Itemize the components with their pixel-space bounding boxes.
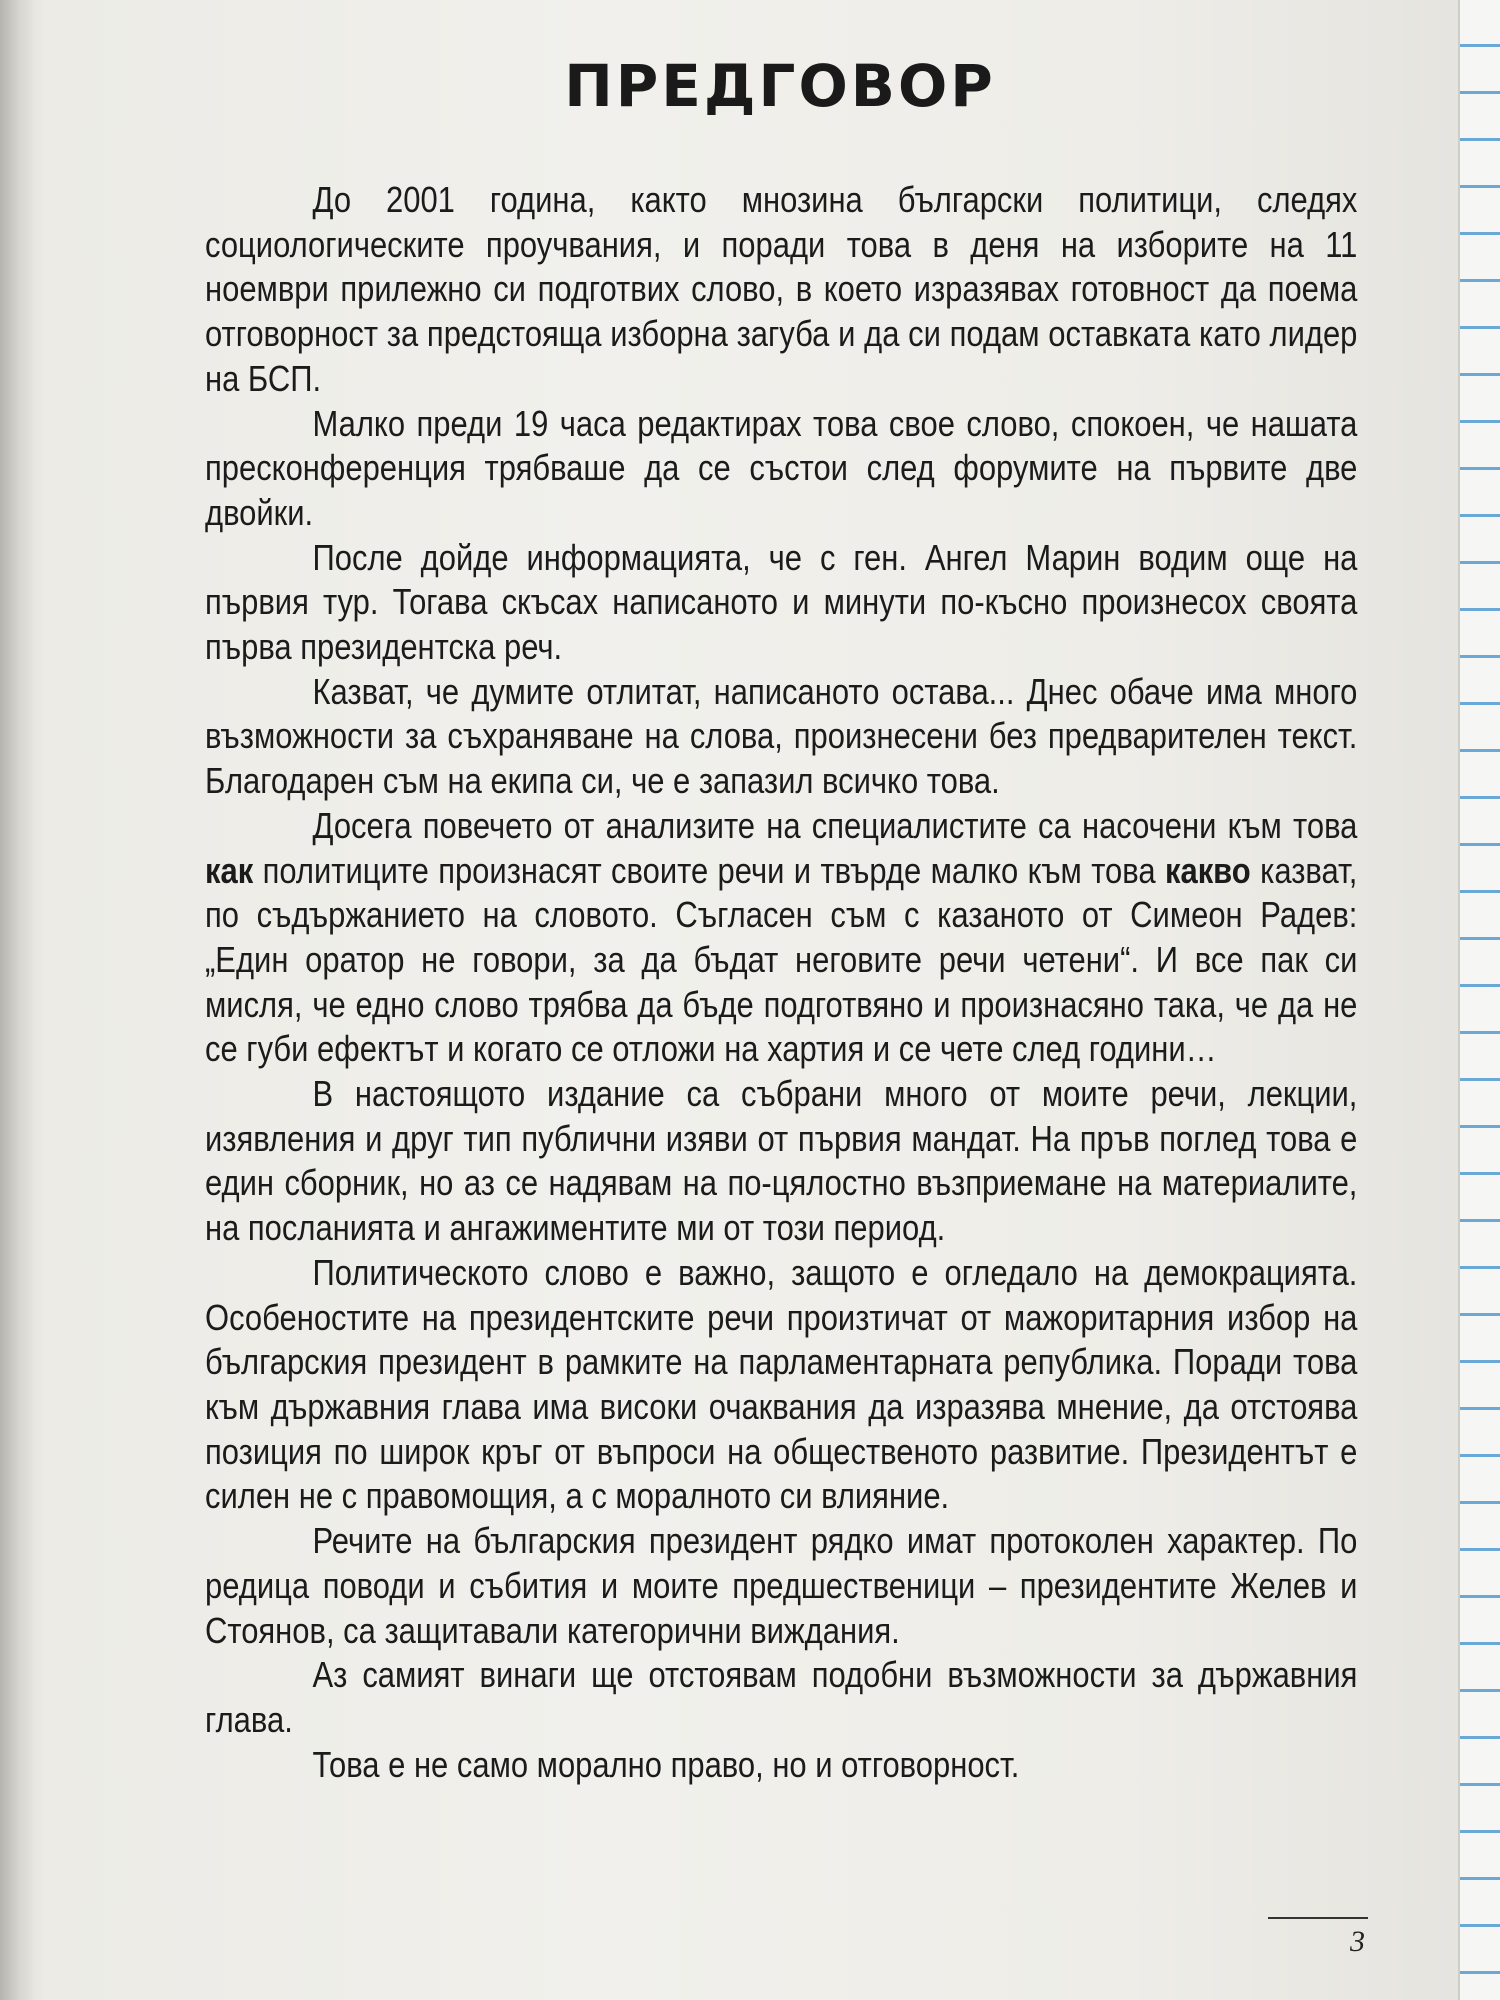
page-title: ПРЕДГОВОР (564, 52, 996, 120)
paragraph-6: В настоящото издание са събрани много от моите речи, лекции, изявления и друг тип публични изяви от първия мандат. На пръв поглед това е един сборник, но аз се надявам на по-цялостно възприемане на материалите, на посланията и ангажиментите ми от този период. (205, 1073, 1358, 1249)
paragraph-3: После дойде информацията, че с ген. Ангел Марин водим още на първия тур. Тогава скъсах написаното и минути по-късно произнесох своята първа президентска реч. (205, 536, 1358, 668)
page-number: 3 (1350, 1925, 1365, 1958)
paragraph-7: Политическото слово е важно, защото е огледало на демокрацията. Особеностите на президентските речи произтичат от мажоритарния избор на българския президент в рамките на парламентарната република. Поради това към държавния глава има високи очаквания да изразява мнение, да отстоява позиция по широк кръг от въпроси на общественото развитие. Президентът е силен не с правомощия, а с моралното си влияние. (205, 1251, 1358, 1517)
paragraph-9: Аз самият винаги ще отстоявам подобни възможности за държавния глава. (205, 1654, 1358, 1740)
paragraph-1: До 2001 година, както мнозина български политици, следях социологическите проучвания, и поради това в деня на изборите на 11 ноември прилежно си подготвих слово, в което изразявах готовност да поема отговорност за предстояща изборна загуба и да си подам оставката като лидер на БСП. (205, 179, 1358, 399)
paragraph-5-part-3: казват, по съдържанието на словото. Съгласен съм с казаното от Симеон Радев: „Един оратор не говори, за да бъдат неговите речи четени“. И все пак си мисля, че едно слово трябва да бъде подготвяно и произнасяно така, че да не се губи ефектът и когато се отложи на хартия и се чете след години… (205, 849, 1358, 1070)
adjacent-notebook-page (1458, 0, 1500, 2000)
paragraph-8: Речите на българския президент рядко имат протоколен характер. По редица поводи и събития и моите предшественици – президентите Желев и Стоянов, са защитавали категорични виждания. (205, 1520, 1358, 1651)
paragraph-4: Казват, че думите отлитат, написаното остава... Днес обаче има много възможности за съхраняване на слова, произнесени без предварителен текст. Благодарен съм на екипа си, че е запазил всичко това. (205, 670, 1358, 802)
page-gutter-shadow (0, 0, 34, 2000)
paragraph-5-part-1: Досега повечето от анализите на специалистите са насочени към това (312, 804, 1358, 846)
paragraph-5-part-2: политиците произнасят своите речи и твърде малко към това (253, 849, 1165, 891)
emphasis-kak: как (205, 849, 254, 891)
body-text (205, 178, 1357, 1787)
folio-rule (1268, 1917, 1368, 1919)
paragraph-2: Малко преди 19 часа редактирах това свое слово, спокоен, че нашата пресконференция трябваше да се състои след форумите на първите две двойки. (205, 402, 1358, 533)
emphasis-kakvo: какво (1164, 849, 1251, 891)
paragraph-5 (205, 804, 1357, 1072)
paragraph-10: Това е не само морално право, но и отговорност. (312, 1743, 1020, 1785)
